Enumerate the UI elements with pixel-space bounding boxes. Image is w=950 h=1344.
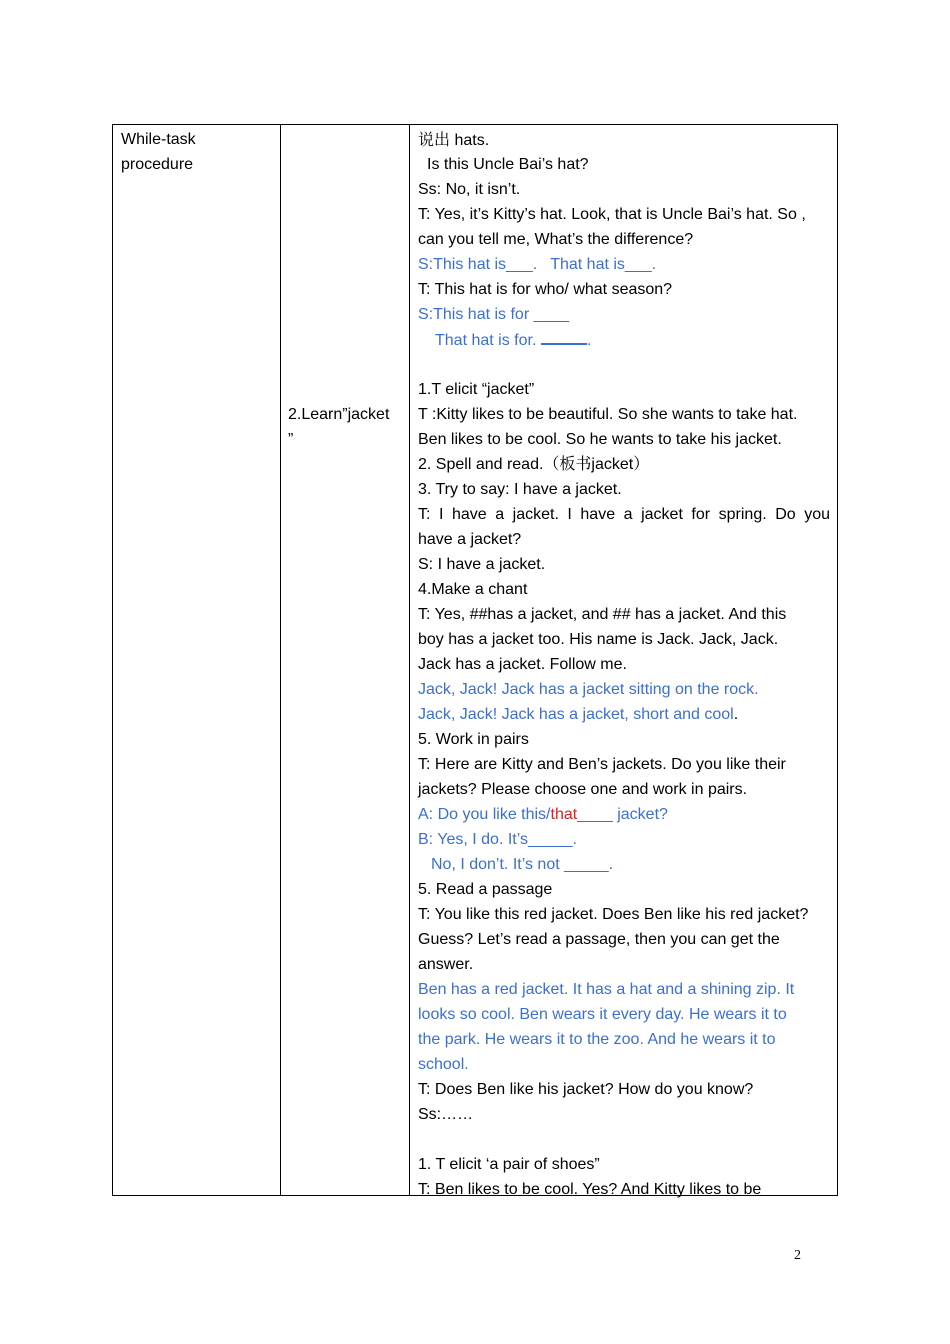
- text-line-blue: S:This hat is___. That hat is___.: [418, 256, 657, 273]
- procedure-cell: [418, 127, 830, 1202]
- text-fragment: hats.: [450, 132, 490, 149]
- text-line: T: Ben likes to be cool. Yes? And Kitty likes to be: [418, 1181, 762, 1198]
- text-line: T: Here are Kitty and Ben’s jackets. Do you like their: [418, 756, 786, 773]
- text-line-blue: S:This hat is for ____: [418, 306, 570, 323]
- text-line: Ss:……: [418, 1106, 474, 1123]
- text-fragment: A: Do you like this/: [418, 806, 551, 823]
- text-line: jackets? Please choose one and work in pairs.: [418, 781, 748, 798]
- answer-blank: [541, 327, 587, 345]
- text-line: 1. T elicit ‘a pair of shoes”: [418, 1156, 600, 1173]
- text-line-blue: school.: [418, 1056, 469, 1073]
- stage-cell: [121, 127, 271, 177]
- text-line: Is this Uncle Bai’s hat?: [427, 156, 589, 173]
- column-divider: [409, 125, 410, 1195]
- text-line: 2. Spell and read.（板书jacket）: [418, 456, 650, 473]
- text-line-blue: [418, 802, 830, 827]
- text-line: T: Does Ben like his jacket? How do you know?: [418, 1081, 754, 1098]
- text-line: Ss: No, it isn’t.: [418, 181, 521, 198]
- text-line: Guess? Let’s read a passage, then you can get the: [418, 931, 780, 948]
- column-divider: [280, 125, 281, 1195]
- text-line-blue: B: Yes, I do. It’s_____.: [418, 831, 577, 848]
- text-line: T: Yes, ##has a jacket, and ## has a jacket. And this: [418, 606, 787, 623]
- text-fragment: .: [733, 706, 739, 723]
- text-line: can you tell me, What’s the difference?: [418, 231, 694, 248]
- text-line: T :Kitty likes to be beautiful. So she wants to take hat.: [418, 406, 798, 423]
- text-line-blue: [418, 327, 830, 352]
- text-line: Ben likes to be cool. So he wants to take his jacket.: [418, 431, 782, 448]
- blank-line: [418, 1127, 830, 1152]
- text-fragment: Jack, Jack! Jack has a jacket, short and cool: [418, 706, 734, 723]
- text-fragment: ____ jacket?: [577, 806, 668, 823]
- text-line-blue: Jack, Jack! Jack has a jacket sitting on the rock.: [418, 681, 759, 698]
- text-line-blue: Ben has a red jacket. It has a hat and a shining zip. It: [418, 981, 795, 998]
- text-line-blue: looks so cool. Ben wears it every day. He wears it to: [418, 1006, 787, 1023]
- step-cell: [288, 402, 408, 452]
- text-line: boy has a jacket too. His name is Jack. Jack, Jack.: [418, 631, 779, 648]
- text-line: T: This hat is for who/ what season?: [418, 281, 673, 298]
- chinese-text: 说出: [418, 130, 451, 149]
- text-line: 4.Make a chant: [418, 581, 528, 598]
- text-line-blue: No, I don’t. It’s not _____.: [431, 856, 614, 873]
- text-line: T: I have a jacket. I have a jacket for spring. Do you: [418, 506, 830, 523]
- page-number: 2: [794, 1248, 801, 1263]
- text-line: Jack has a jacket. Follow me.: [418, 656, 627, 673]
- step-label: 2.Learn”jacket: [288, 406, 390, 423]
- text-line: [418, 702, 830, 727]
- step-label: ”: [288, 431, 294, 448]
- text-line: T: You like this red jacket. Does Ben like his red jacket?: [418, 906, 809, 923]
- text-line: have a jacket?: [418, 531, 522, 548]
- text-line: 5. Read a passage: [418, 881, 553, 898]
- text-line: 5. Work in pairs: [418, 731, 529, 748]
- text-line: T: Yes, it’s Kitty’s hat. Look, that is Uncle Bai’s hat. So ,: [418, 206, 806, 223]
- blank-line: [418, 352, 830, 377]
- text-line: 1.T elicit “jacket”: [418, 381, 535, 398]
- text-fragment: That hat is for.: [435, 332, 541, 349]
- text-fragment: .: [586, 332, 592, 349]
- stage-label: procedure: [121, 156, 194, 173]
- lesson-plan-table: [112, 124, 838, 1196]
- text-fragment-red: that: [550, 806, 578, 823]
- text-line: [418, 127, 830, 152]
- text-line: answer.: [418, 956, 474, 973]
- text-line: S: I have a jacket.: [418, 556, 546, 573]
- text-line: 3. Try to say: I have a jacket.: [418, 481, 622, 498]
- text-line-blue: the park. He wears it to the zoo. And he wears it to: [418, 1031, 776, 1048]
- stage-label: While-task: [121, 131, 196, 148]
